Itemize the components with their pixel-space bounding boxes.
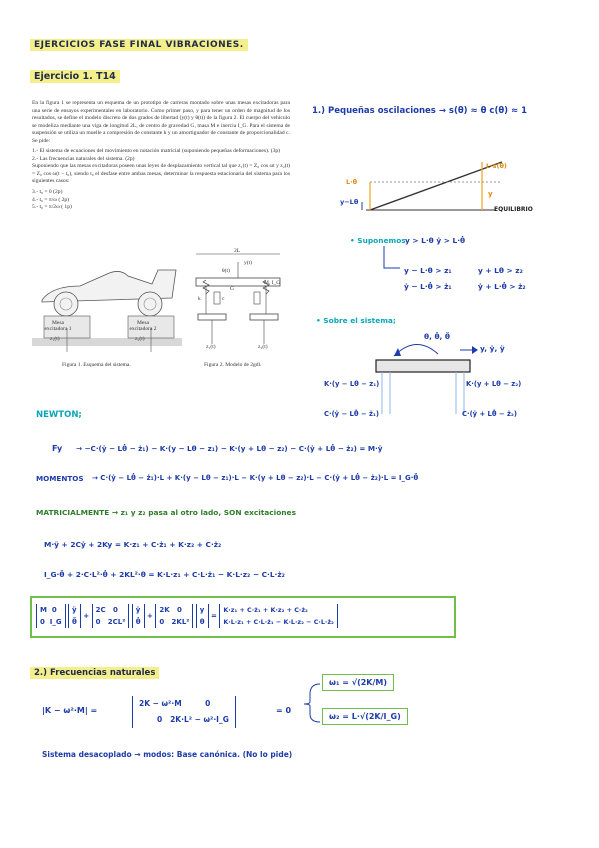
damping-matrix: 2C 0 0 2CL² bbox=[92, 604, 130, 628]
acceleration-vector: ÿ θ̈ bbox=[68, 604, 81, 628]
worksheet-title: EJERCICIOS FASE FINAL VIBRACIONES. bbox=[30, 40, 248, 50]
statement-q5: 5.- t₀ = π/2ω ( 1p) bbox=[32, 204, 72, 211]
fbd-spring-left: K·(y − Lθ − z₁) bbox=[324, 380, 380, 388]
determinant-matrix: 2K − ω²·M 0 0 2K·L² − ω²·I_G bbox=[132, 696, 236, 728]
suponemos-row2b: ẏ + L·θ̇ > ż₂ bbox=[478, 282, 526, 291]
label-l-theta: L·θ bbox=[346, 178, 358, 186]
suponemos-row2a: ẏ − L·θ̇ > ż₁ bbox=[404, 282, 452, 291]
fbd-damper-right: C·(ẏ + Lθ̇ − ż₂) bbox=[462, 410, 518, 418]
statement-q4: 4.- t₀ = π/ω ( 2p) bbox=[32, 196, 70, 203]
fig2-k-label: k bbox=[198, 296, 201, 302]
displacement-vector: y θ bbox=[196, 604, 209, 628]
fbd-y-vars: y, ẏ, ÿ bbox=[480, 344, 505, 353]
stiffness-matrix: 2K 0 0 2KL² bbox=[155, 604, 193, 628]
fy-label: Fy bbox=[52, 444, 63, 453]
sobre-sistema-label: • Sobre el sistema; bbox=[316, 316, 396, 325]
fbd-damper-left: C·(ẏ − Lθ̇ − ż₁) bbox=[324, 410, 380, 418]
fbd-spring-right: K·(y + Lθ − z₂) bbox=[466, 380, 522, 388]
equation-y: M·ÿ + 2Cẏ + 2Ky = K·z₁ + C·ż₁ + K·z₂ + C·ż₂ bbox=[44, 540, 222, 549]
suponemos-label: • Suponemos bbox=[350, 236, 406, 245]
fbd-theta-vars: θ, θ̇, θ̈ bbox=[424, 332, 450, 341]
momentos-equation: → C·(ẏ − Lθ̇ − ż₁)·L + K·(y − Lθ − z₁)·L − K·(y + Lθ − z₂)·L − C·(ẏ + Lθ̇ − ż₂)·L = I_G·θ̈ bbox=[92, 474, 419, 482]
matricial-label: MATRICIALMENTE → z₁ y z₂ pasa al otro lado, SON excitaciones bbox=[36, 508, 296, 517]
suponemos-condition: y > L·θ ẏ > L·θ̇ bbox=[405, 236, 466, 245]
statement-intro: En la figura 1 se representa un esquema de un prototipo de carreras montado sobre unas mesas excitadoras para una serie de ensayos experimentales en laboratorio. Como primer paso, y para tener un orden de magnitud de los resultados, se define el modelo discreto de dos grados de libertad (y(t) y θ(t)) de la figura 2. El cuerpo del vehículo se modeliza mediante una viga de longitud 2L, de centro de gravedad G, masa M e inercia I_G. Para el sistema de suspensión se utiliza un muelle a compresión de constante k y un amortiguador de constante de proporcionalidad c. Se pide: bbox=[32, 100, 290, 144]
statement-q3: 3.- t₀ = 0 (2p) bbox=[32, 189, 63, 196]
label-y-minus-ltheta: y−Lθ bbox=[340, 198, 359, 206]
fig2-y-label: y(t) bbox=[244, 260, 252, 266]
fig1-mesa1-label: Mesa excitadora 1 bbox=[44, 320, 72, 332]
fig2-length-label: 2L bbox=[234, 248, 241, 254]
velocity-vector: ẏ θ̇ bbox=[132, 604, 145, 628]
section-1-heading: 1.) Pequeñas oscilaciones → s(θ) ≈ θ c(θ) ≈ 1 bbox=[312, 106, 528, 116]
statement-q2: 2.- Las frecuencias naturales del sistema. (2p) bbox=[32, 155, 135, 162]
label-equilibrio: EQUILIBRIO bbox=[494, 206, 533, 213]
exercise-title: Ejercicio 1. T14 bbox=[30, 71, 120, 82]
label-y: y bbox=[488, 190, 493, 198]
omega-2-result: ω₂ = L·√(2K/I_G) bbox=[322, 708, 408, 725]
statement-q1: 1.- El sistema de ecuaciones del movimiento en notación matricial (suponiendo pequeñas deformaciones). (3p) bbox=[32, 148, 281, 155]
fy-equation: → −C·(ẏ − Lθ̇ − ż₁) − K·(y − Lθ − z₁) − K·(y + Lθ − z₂) − C·(ẏ + Lθ̇ − ż₂) = M·ÿ bbox=[76, 444, 383, 453]
determinant-zero: = 0 bbox=[276, 706, 292, 715]
figure-1-car bbox=[32, 258, 192, 358]
fig1-mesa2-label: Mesa excitadora 2 bbox=[129, 320, 157, 332]
fig1-mesa1-var: z₁(t) bbox=[50, 336, 60, 342]
determinant-lhs: |K − ω²·M| = bbox=[42, 706, 98, 715]
suponemos-bracket bbox=[380, 246, 404, 276]
newton-label: NEWTON; bbox=[36, 410, 82, 420]
statement-excitation: Suponiendo que las mesas excitadoras poseen unas leyes de desplazamiento vertical tal que z₁(t) = Z₀ cos ωt y z₂(t) = Z₀ cos ω(t − t₀), siendo t₀ el desfase entre ambas mesas, determinar la respuesta estacionaria del sistema para los siguientes casos: bbox=[32, 163, 290, 185]
mass-matrix: M 0 0 I_G bbox=[36, 604, 66, 628]
problem-statement bbox=[32, 100, 290, 212]
fig2-mass-label: M, I_G bbox=[264, 280, 281, 286]
fig2-z1-label: z₁(t) bbox=[206, 344, 216, 350]
excitation-vector: K·z₁ + C·ż₁ + K·z₂ + C·ż₂ K·L·z₁ + C·L·ż₁ − K·L·z₂ − C·L·ż₂ bbox=[219, 604, 337, 628]
label-l-sin: L·s(θ) bbox=[486, 162, 507, 170]
suponemos-row1a: y − L·θ > z₁ bbox=[404, 266, 452, 275]
section-2-heading: 2.) Frecuencias naturales bbox=[30, 668, 159, 678]
fig1-mesa2-var: z₂(t) bbox=[135, 336, 145, 342]
fig2-c-label: c bbox=[222, 296, 225, 302]
decoupled-note: Sistema desacoplado → modos: Base canónica. (No lo pide) bbox=[42, 750, 293, 759]
suponemos-row1b: y + Lθ > z₂ bbox=[478, 266, 523, 275]
fig2-g-label: G bbox=[230, 286, 234, 292]
momentos-label: MOMENTOS bbox=[36, 474, 84, 483]
fig2-caption: Figura 2. Modelo de 2gdl. bbox=[204, 362, 262, 368]
fig2-theta-label: θ(t) bbox=[222, 268, 230, 274]
matrix-equation: M 0 0 I_G ÿ θ̈ + 2C 0 0 2CL² ẏ θ̇ + 2K 0 0 2KL² y θ = K·z₁ + C·ż₁ + K·z₂ + C·ż₂ K·L·z₁ + C·L·ż₁ − K·L·z₂ − C·L·ż₂ bbox=[36, 604, 338, 628]
fig2-z2-label: z₂(t) bbox=[258, 344, 268, 350]
equation-theta: I_G·θ̈ + 2·C·L²·θ̇ + 2KL²·θ = K·L·z₁ + C·L·ż₁ − K·L·z₂ − C·L·ż₂ bbox=[44, 570, 285, 579]
omega-1-result: ω₁ = √(2K/M) bbox=[322, 674, 394, 691]
fig1-caption: Figura 1. Esquema del sistema. bbox=[62, 362, 131, 368]
